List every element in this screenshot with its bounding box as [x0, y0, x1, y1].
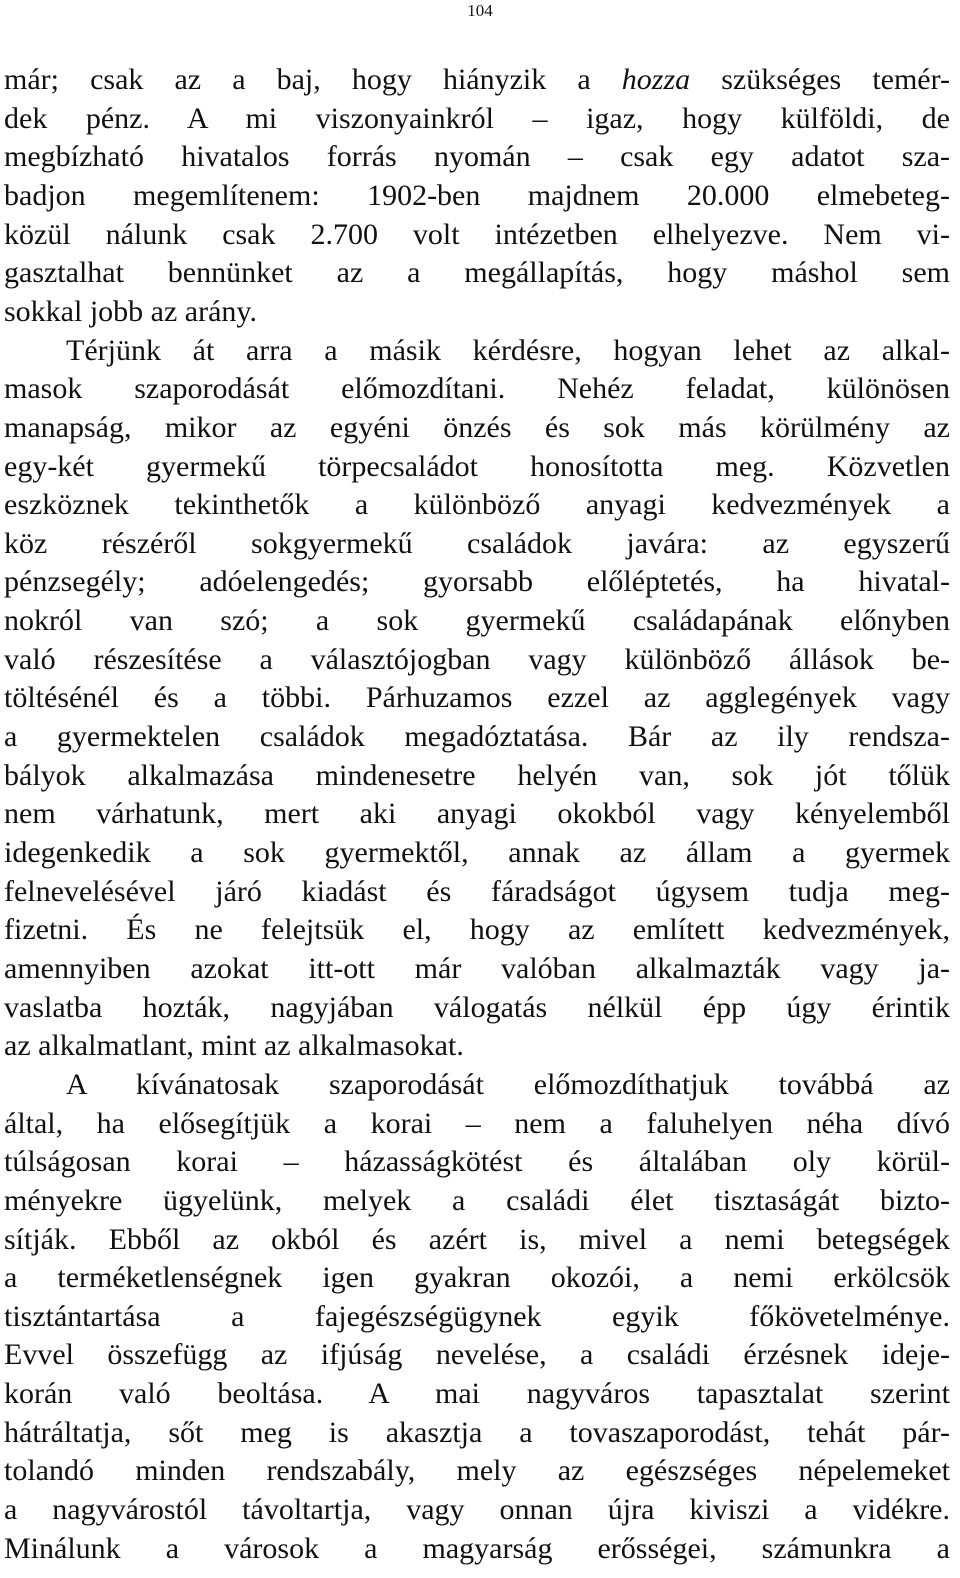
text-line	[4, 370, 950, 408]
text-line	[4, 1414, 950, 1452]
line-text: való részesítése a választójogban vagy különböző állások be-	[4, 642, 950, 676]
text-line	[4, 641, 950, 679]
text-line	[4, 1105, 950, 1143]
text-line	[4, 1530, 950, 1568]
italic-word: hozza	[621, 63, 691, 96]
text-line	[4, 563, 950, 601]
line-text: gasztalhat bennünket az a megállapítás, hogy máshol sem	[4, 256, 950, 290]
line-text: vaslatba hozták, nagyjában válogatás nélkül épp úgy érintik	[4, 990, 950, 1024]
line-text: badjon megemlítenem: 1902-ben majdnem 20.000 elmebeteg-	[4, 178, 950, 212]
line-text: hátráltatja, sőt meg is akasztja a tovaszaporodást, tehát pár-	[4, 1415, 950, 1449]
text-line	[4, 138, 950, 176]
line-text: masok szaporodását előmozdítani. Nehéz feladat, különösen	[4, 372, 950, 406]
line-text: fizetni. És ne felejtsük el, hogy az említett kedvezmények,	[4, 913, 950, 947]
text-line	[4, 486, 950, 524]
line-text: megbízható hivatalos forrás nyomán – csak egy adatot sza-	[4, 140, 950, 174]
line-text: a gyermektelen családok megadóztatása. Bár az ily rendsza-	[4, 720, 950, 754]
text-line	[4, 216, 950, 254]
line-text: pénzsegély; adóelengedés; gyorsabb előléptetés, ha hivatal-	[4, 565, 950, 599]
line-text: A kívánatosak szaporodását előmozdíthatjuk továbbá az	[66, 1067, 950, 1101]
line-text: bályok alkalmazása mindenesetre helyén van, sok jót tőlük	[4, 758, 950, 792]
line-text: által, ha elősegítjük a korai – nem a faluhelyen néha dívó	[4, 1106, 950, 1140]
text-line	[4, 1375, 950, 1413]
line-text: eszköznek tekinthetők a különböző anyagi kedvezmények a	[4, 488, 950, 522]
line-text: tolandó minden rendszabály, mely az egészséges népelemeket	[4, 1454, 950, 1488]
line-text: idegenkedik a sok gyermektől, annak az állam a gyermek	[4, 836, 950, 869]
text-line	[4, 409, 950, 447]
text-line	[66, 332, 950, 370]
line-text: manapság, mikor az egyéni önzés és sok más körülmény az	[4, 410, 950, 444]
line-text: dek pénz. A mi viszonyainkról – igaz, hogy külföldi, de	[4, 101, 950, 135]
text-line	[4, 873, 950, 911]
line-text: Minálunk a városok a magyarság erősségei, számunkra a	[4, 1531, 950, 1565]
line-text: felnevelésével járó kiadást és fáradságot úgysem tudja meg-	[4, 874, 950, 908]
text-line	[4, 100, 950, 138]
line-text: amennyiben azokat itt-ott már valóban alkalmazták vagy ja-	[4, 951, 950, 985]
line-text: Evvel összefügg az ifjúság nevelése, a családi érzésnek ideje-	[4, 1338, 950, 1372]
line-text: korán való beoltása. A mai nagyváros tapasztalat szerint	[4, 1377, 950, 1411]
text-line	[4, 525, 950, 563]
text-line	[4, 795, 950, 833]
line-text: köz részéről sokgyermekű családok javára: az egyszerű	[4, 526, 950, 560]
text-line	[4, 1182, 950, 1220]
text-line	[4, 757, 950, 795]
page-number: 104	[467, 1, 493, 20]
line-text: már; csak az a baj, hogy hiányzik a	[4, 63, 622, 96]
line-text: túlságosan korai – házasságkötést és általában oly körül-	[4, 1145, 950, 1179]
line-text: a nagyvárostól távoltartja, vagy onnan újra kiviszi a vidékre.	[4, 1493, 950, 1527]
line-text: közül nálunk csak 2.700 volt intézetben elhelyezve. Nem vi-	[4, 217, 950, 251]
line-text: tisztántartása a fajegészségügynek egyik főkövetelménye.	[4, 1299, 950, 1333]
text-line	[4, 1336, 950, 1374]
text-line	[4, 1452, 950, 1490]
text-line	[4, 177, 950, 215]
text-line	[4, 448, 950, 486]
line-text: sítják. Ebből az okból és azért is, mivel a nemi betegségek	[4, 1222, 950, 1256]
text-line	[4, 834, 950, 872]
text-line	[4, 293, 950, 331]
line-text: Térjünk át arra a másik kérdésre, hogyan lehet az alkal-	[66, 333, 950, 367]
line-text: a terméketlenségnek igen gyakran okozói, a nemi erkölcsök	[4, 1261, 950, 1295]
line-text: nokról van szó; a sok gyermekű családapának előnyben	[4, 604, 950, 638]
line-text: ményekre ügyelünk, melyek a családi élet tisztaságát bizto-	[4, 1183, 950, 1217]
text-line	[4, 1027, 950, 1065]
text-line	[4, 989, 950, 1027]
line-text: egy-két gyermekű törpecsaládot honosította meg. Közvetlen	[4, 449, 950, 483]
line-text: töltésénél és a többi. Párhuzamos ezzel az agglegények vagy	[4, 681, 950, 715]
text-line	[4, 950, 950, 988]
line-text: szükséges temér-	[690, 63, 951, 96]
text-line	[4, 1491, 950, 1529]
text-line	[4, 679, 950, 717]
line-text: sokkal jobb az arány.	[4, 294, 257, 328]
line-text: nem várhatunk, mert aki anyagi okokból vagy kényelemből	[4, 797, 950, 831]
text-line	[4, 1143, 950, 1181]
text-line	[66, 1066, 950, 1104]
text-line	[4, 61, 950, 99]
text-line	[4, 718, 950, 756]
line-text: az alkalmatlant, mint az alkalmasokat.	[4, 1029, 464, 1063]
text-line	[4, 1221, 950, 1259]
text-line	[4, 254, 950, 292]
text-line	[4, 602, 950, 640]
text-line	[4, 1259, 950, 1297]
text-line	[4, 911, 950, 949]
text-line	[4, 1298, 950, 1336]
